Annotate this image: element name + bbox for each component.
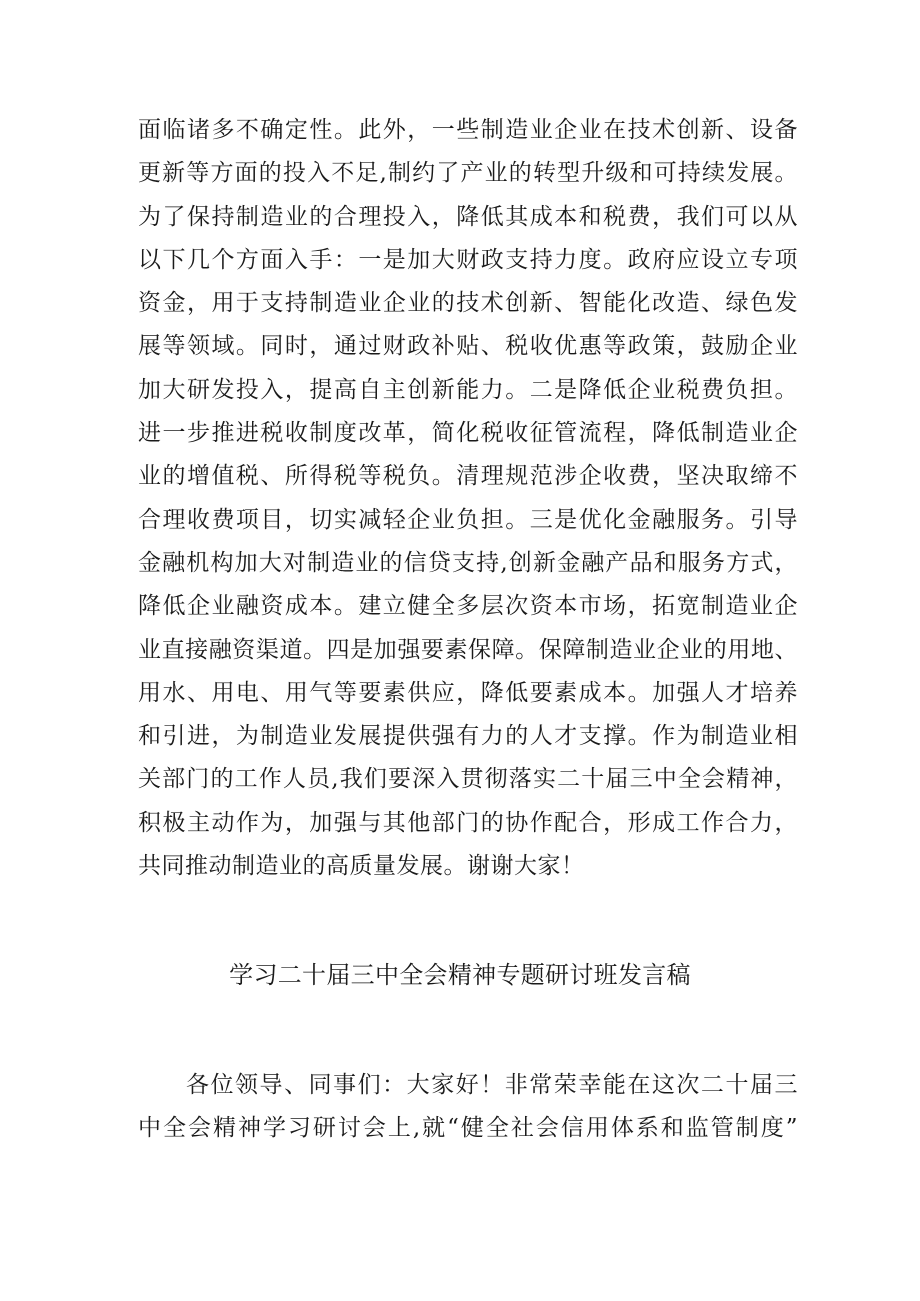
paragraph-line: 加大研发投入，提高自主创新能力。二是降低企业税费负担。 [138,376,798,403]
paragraph-line: 用水、用电、用气等要素供应，降低要素成本。加强人才培养 [138,679,798,706]
paragraph-line: 以下几个方面入手：一是加大财政支持力度。政府应设立专项 [138,246,798,273]
paragraph-line: 资金，用于支持制造业企业的技术创新、智能化改造、绿色发 [138,290,798,317]
paragraph-line: 和引进，为制造业发展提供强有力的人才支撑。作为制造业相 [138,723,798,750]
paragraph-line: 面临诸多不确定性。此外，一些制造业企业在技术创新、设备 [138,117,798,143]
paragraph-line: 业直接融资渠道。四是加强要素保障。保障制造业企业的用地、 [138,636,798,663]
speech-paragraph-continued [138,109,798,888]
paragraph-line: 积极主动作为，加强与其他部门的协作配合，形成工作合力， [138,809,798,836]
paragraph-line: 更新等方面的投入不足,制约了产业的转型升级和可持续发展。 [138,160,798,187]
paragraph-line: 各位领导、同事们：大家好！非常荣幸能在这次二十届三 [186,1072,798,1098]
paragraph-line: 共同推动制造业的高质量发展。谢谢大家！ [138,853,585,880]
paragraph-line: 展等领域。同时，通过财政补贴、税收优惠等政策，鼓励企业 [138,333,798,360]
paragraph-line: 业的增值税、所得税等税负。清理规范涉企收费，坚决取缔不 [138,463,798,490]
paragraph-line: 关部门的工作人员,我们要深入贯彻落实二十届三中全会精神， [138,766,798,793]
paragraph-line: 降低企业融资成本。建立健全多层次资本市场，拓宽制造业企 [138,593,798,620]
speech-paragraph-opening [138,1064,798,1151]
paragraph-line: 合理收费项目，切实减轻企业负担。三是优化金融服务。引导 [138,506,798,533]
paragraph-line: 中全会精神学习研讨会上,就“健全社会信用体系和监管制度” [138,1115,798,1142]
paragraph-line: 进一步推进税收制度改革，简化税收征管流程，降低制造业企 [138,420,798,447]
paragraph-line: 金融机构加大对制造业的信贷支持,创新金融产品和服务方式， [138,549,798,576]
speech-title: 学习二十届三中全会精神专题研讨班发言稿 [229,961,691,989]
paragraph-line: 为了保持制造业的合理投入，降低其成本和税费，我们可以从 [138,203,798,230]
